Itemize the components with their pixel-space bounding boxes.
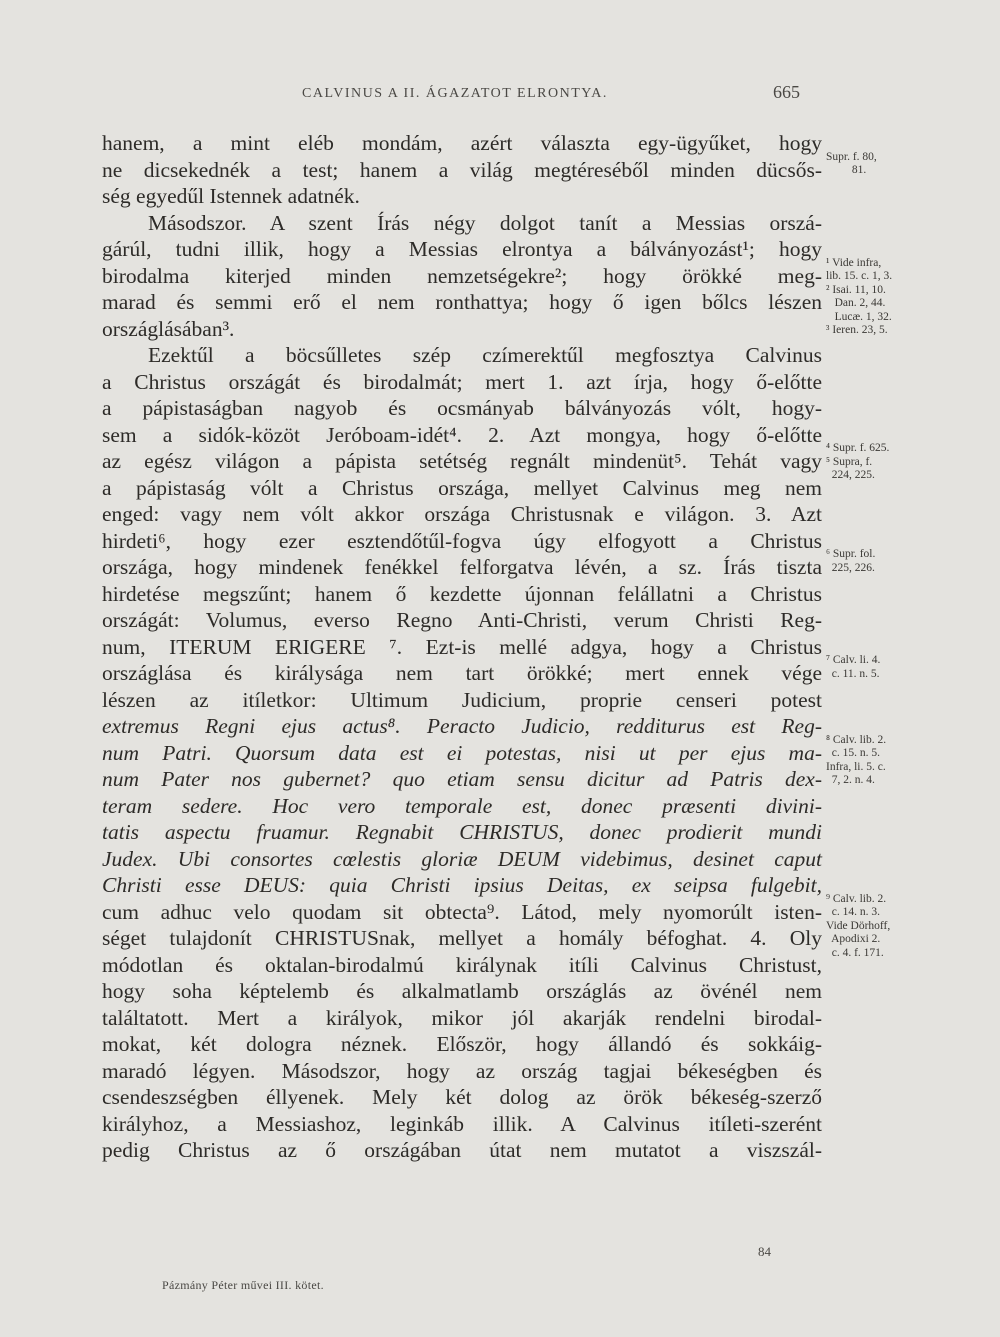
text-line: num, ITERUM ERIGERE ⁷. Ezt-is mellé adgya, hogy a Christus <box>102 634 822 659</box>
margin-note: ⁸ Calv. lib. 2. c. 15. n. 5. Infra, li. 5. c. 7, 2. n. 4. <box>826 733 887 786</box>
text-line: birodalma kiterjed minden nemzetségekre²; hogy örökké meg- <box>102 263 822 288</box>
text-line: Ezektűl a böcsűlletes szép czímerektűl megfosztya Calvinus <box>148 343 822 367</box>
text-line: hirdetése megszűnt; hanem ő kezdette újonnan felállatni a Christus <box>102 581 822 606</box>
margin-note: ⁶ Supr. fol. 225, 226. <box>826 548 876 574</box>
text-line: mokat, két dologra néznek. Először, hogy állandó és sokkáig- <box>102 1032 822 1056</box>
page-header <box>0 78 1000 108</box>
body-text <box>102 130 822 1164</box>
text-line: marad és semmi erő el nem ronthattya; hogy ő igen bőlcs lészen <box>102 290 822 314</box>
footer-imprint: Pázmány Péter művei III. kötet. <box>162 1278 324 1292</box>
text-line: országát: Volumus, everso Regno Anti-Christi, verum Christi Reg- <box>102 608 822 632</box>
text-line: ne dicsekednék a test; hanem a világ megtéreséből minden dücsős- <box>102 157 822 182</box>
text-line: országlásában³. <box>102 316 235 341</box>
text-line: gárúl, tudni illik, hogy a Messias elrontya a bálványozást¹; hogy <box>102 237 822 261</box>
text-line: országa, hogy mindenek fenékkel felforgatva lévén, a sz. Írás tiszta <box>102 555 822 579</box>
running-head: CALVINUS A II. ÁGAZATOT ELRONTYA. <box>302 86 608 101</box>
text-line: num Patri. Quorsum data est ei potestas, nisi ut per ejus ma- <box>102 740 822 765</box>
text-line: hanem, a mint eléb mondám, azért választa egy-ügyűket, hogy <box>102 131 822 155</box>
margin-note: ¹ Vide infra, lib. 15. c. 1, 3. ² Isai. 11, 10. Dan. 2, 44. Lucæ. 1, 32. ³ Ieren. 23, 5. <box>826 256 893 336</box>
text-line: módotlan és oktalan-birodalmú királynak itíli Calvinus Christust, <box>102 952 822 977</box>
margin-note: Supr. f. 80, 81. <box>826 150 877 176</box>
text-line: csendeszségben éllyenek. Mely két dolog az örök békeség-szerző <box>102 1085 822 1109</box>
text-line: pedig Christus az ő országában útat nem mutatot a viszszál- <box>102 1138 822 1162</box>
text-line: lészen az itíletkor: Ultimum Judicium, proprie censeri potest <box>102 687 822 712</box>
text-line: találtatott. Mert a királyok, mikor jól akarják rendelni birodal- <box>102 1005 822 1030</box>
text-line: Másodszor. A szent Írás négy dolgot tanít a Messias orszá- <box>148 210 822 235</box>
text-line: az egész világon a pápista setétség regnált mindenüt⁵. Tehát vagy <box>102 449 822 473</box>
text-line: hogy soha képtelemb és alkalmatlamb országlás az övénél nem <box>102 979 822 1003</box>
text-line: országlása és királysága nem tart örökké; mert ennek vége <box>102 661 822 685</box>
text-line: a pápistaságban nagyob és ocsmányab bálványozás vólt, hogy- <box>102 396 822 420</box>
page-number: 665 <box>773 82 800 102</box>
text-line: maradó légyen. Másodszor, hogy az ország tagjai békeségben és <box>102 1058 822 1083</box>
margin-note: ⁴ Supr. f. 625. ⁵ Supra, f. 224, 225. <box>826 442 890 481</box>
text-line: a Christus országát és birodalmát; mert 1. azt írja, hogy ő-előtte <box>102 369 822 394</box>
margin-note: ⁷ Calv. li. 4. c. 11. n. 5. <box>826 654 881 680</box>
text-line: teram sedere. Hoc vero temporale est, donec præsenti divini- <box>102 793 822 818</box>
text-line: Christi esse DEUS: quia Christi ipsius Deitas, ex seipsa fulgebit, <box>102 873 822 897</box>
text-line: királyhoz, a Messiashoz, leginkáb illik. A Calvinus itíleti-szerént <box>102 1111 822 1136</box>
text-line: a pápistaság vólt a Christus országa, mellyet Calvinus meg nem <box>102 475 822 500</box>
signature-mark: 84 <box>758 1244 771 1259</box>
text-line: ség egyedűl Istennek adatnék. <box>102 184 360 208</box>
text-line: num Pater nos gubernet? quo etiam sensu dicitur ad Patris dex- <box>102 767 822 791</box>
text-line: extremus Regni ejus actus⁸. Peracto Judicio, redditurus est Reg- <box>102 714 822 738</box>
text-line: sem a sidók-közöt Jeróboam-idét⁴. 2. Azt mongya, hogy ő-előtte <box>102 422 822 447</box>
text-line: hirdeti⁶, hogy ezer esztendőtűl-fogva úgy elfogyott a Christus <box>102 528 822 553</box>
text-line: tatis aspectu fruamur. Regnabit CHRISTUS, donec prodierit mundi <box>102 820 822 844</box>
margin-note: ⁹ Calv. lib. 2. c. 14. n. 3. Vide Dörhoff, Apodixi 2. c. 4. f. 171. <box>826 892 891 959</box>
text-line: Judex. Ubi consortes cœlestis gloriæ DEUM videbimus, desinet caput <box>102 846 822 871</box>
text-line: cum adhuc velo quodam sit obtecta⁹. Látod, mely nyomorúlt isten- <box>102 899 822 924</box>
text-line: séget tulajdonít CHRISTUSnak, mellyet a homály béfoghat. 4. Oly <box>102 926 822 950</box>
text-line: enged: vagy nem vólt akkor országa Christusnak e világon. 3. Azt <box>102 502 822 526</box>
